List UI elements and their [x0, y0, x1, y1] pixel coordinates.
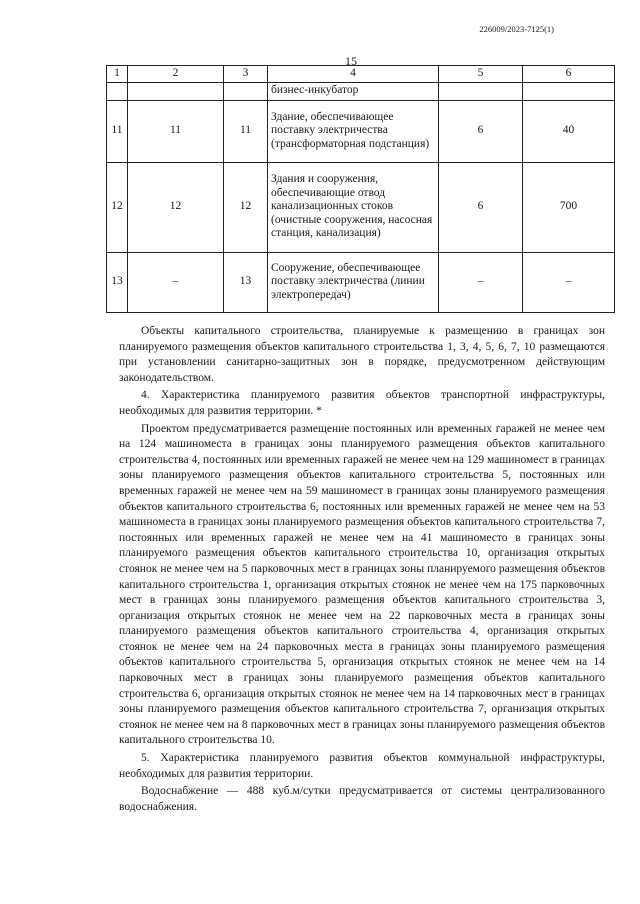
table-cell: –: [523, 252, 615, 312]
section-heading-utilities: 5. Характеристика планируемого развития объектов коммунальной инфраструктуры, необходимых для развития территории.: [119, 752, 605, 780]
table-cell: [224, 82, 268, 100]
table-cell: 700: [523, 162, 615, 252]
table-cell: [439, 82, 523, 100]
table-cell-description: Сооружение, обеспечивающее поставку электричества (линии электропередач): [268, 252, 439, 312]
table-cell: 40: [523, 100, 615, 162]
table-row: [107, 100, 615, 162]
table-cell: 11: [107, 100, 128, 162]
table-cell-description: бизнес-инкубатор: [268, 82, 439, 100]
paragraph-sanitary-zones: Объекты капитального строительства, планируемые к размещению в границах зон планируемого размещения объектов капитального строительства 1, 3, 4, 5, 6, 7, 10 размещаются при установлении санитарно-защитных зон в порядке, предусмотренном действующим законодательством.: [119, 325, 605, 384]
table-row: [107, 82, 615, 100]
table-cell: 12: [128, 162, 224, 252]
table-cell: [128, 82, 224, 100]
column-header: 5: [439, 66, 523, 83]
objects-table: [106, 65, 615, 313]
paragraph-parking: Проектом предусматривается размещение постоянных или временных гаражей не менее чем на 124 машиноместа в границах зоны планируемого размещения объектов капитального строительства 4, постоянных или временных гаражей не менее чем на 129 машиномест в границах зоны планируемого размещения объектов капитального строительства 5, постоянных или временных гаражей не менее чем на 59 машиномест в границах зоны планируемого размещения объектов капитального строительства 6, постоянных или временных гаражей не менее чем на 53 машиноместа в границах зоны планируемого размещения объектов капитального строительства 7, постоянных или временных гаражей не менее чем на 41 машиноместо в границах зоны планируемого размещения объектов капитального строительства 10, организация открытых стоянок не менее чем на 5 парковочных мест в границах зоны планируемого размещения объектов капитального строительства 1, организация открытых стоянок не менее чем на 175 парковочных мест в границах зоны планируемого размещения объектов капитального строительства 3, организация открытых стоянок не менее чем на 22 парковочных места в границах зоны планируемого размещения объектов капитального строительства 4, организация открытых стоянок не менее чем на 24 парковочных места в границах зоны планируемого размещения объектов капитального строительства 5, организация открытых стоянок не менее чем на 14 парковочных мест в границах зоны планируемого размещения объектов капитального строительства 6, организация открытых стоянок не менее чем на 14 парковочных мест в границах зоны планируемого размещения объектов капитального строительства 7, организация открытых стоянок не менее чем на 8 парковочных мест в границах зоны планируемого размещения объектов капитального строительства 10.: [119, 422, 605, 747]
section-heading-transport: 4. Характеристика планируемого развития объектов транспортной инфраструктуры, необходимых для развития территории. *: [119, 389, 605, 417]
table-cell: 11: [224, 100, 268, 162]
column-header: 2: [128, 66, 224, 83]
table-cell: 6: [439, 162, 523, 252]
table-cell: 12: [107, 162, 128, 252]
table-cell: 13: [107, 252, 128, 312]
document-number: 226009/2023-7125(1): [479, 24, 554, 34]
column-header: 6: [523, 66, 615, 83]
table-cell: –: [128, 252, 224, 312]
table-cell: [107, 82, 128, 100]
table-cell: –: [439, 252, 523, 312]
table-cell: 11: [128, 100, 224, 162]
column-header: 4: [268, 66, 439, 83]
paragraph-water-supply: Водоснабжение — 488 куб.м/сутки предусматривается от системы централизованного водоснабжения.: [119, 785, 605, 813]
table-cell-description: Здание, обеспечивающее поставку электричества (трансформаторная подстанция): [268, 100, 439, 162]
table-cell: [523, 82, 615, 100]
table-cell-description: Здания и сооружения, обеспечивающие отвод канализационных стоков (очистные сооружения, насосная станция, канализация): [268, 162, 439, 252]
table-row: [107, 252, 615, 312]
column-header: 3: [224, 66, 268, 83]
table-cell: 13: [224, 252, 268, 312]
table-cell: 12: [224, 162, 268, 252]
body-text: [119, 324, 605, 815]
table-cell: 6: [439, 100, 523, 162]
column-header: 1: [107, 66, 128, 83]
table-header-row: [107, 66, 615, 83]
table-row: [107, 162, 615, 252]
page-number: 15: [345, 54, 357, 68]
